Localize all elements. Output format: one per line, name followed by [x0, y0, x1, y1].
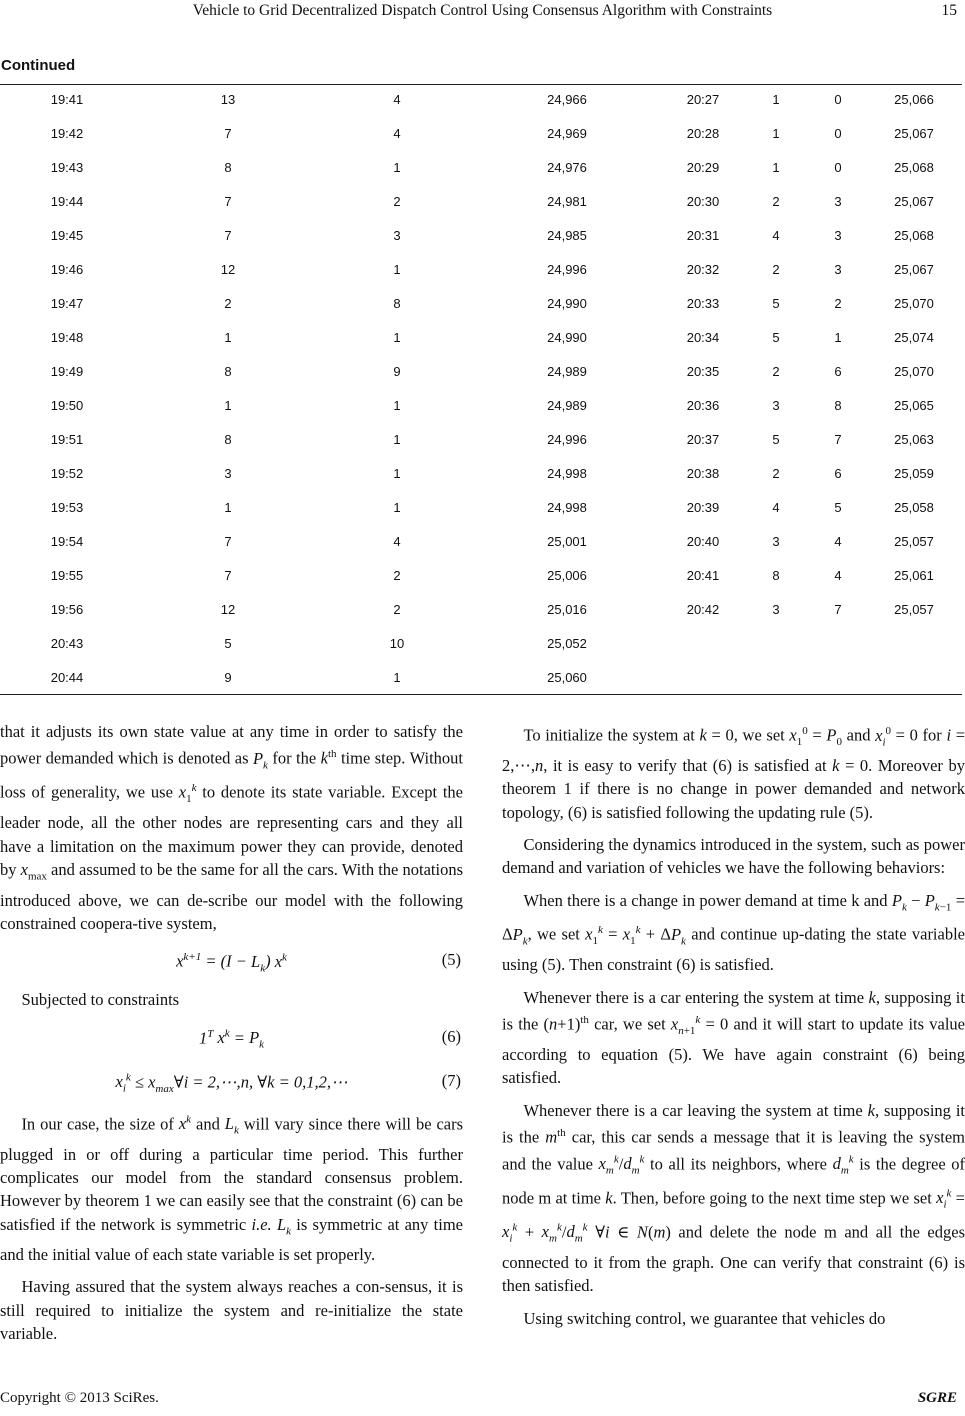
table-cell: 19:42 — [50, 126, 84, 141]
table-cell: 4 — [834, 568, 842, 583]
table-cell: 8 — [393, 296, 401, 311]
table-cell: 2 — [834, 296, 842, 311]
table-cell: 20:34 — [686, 330, 720, 345]
table-cell: 5 — [772, 296, 780, 311]
table-cell: 24,990 — [547, 330, 587, 345]
table-cell: 20:31 — [686, 228, 720, 243]
table-cell: 1 — [772, 126, 780, 141]
table-cell: 19:55 — [50, 568, 84, 583]
table-cell: 5 — [834, 500, 842, 515]
table-cell: 1 — [224, 398, 232, 413]
table-cell: 25,063 — [894, 432, 934, 447]
table-cell: 24,998 — [547, 466, 587, 481]
table-cell: 20:27 — [686, 92, 720, 107]
table-cell: 24,989 — [547, 398, 587, 413]
table-cell: 1 — [393, 500, 401, 515]
table-cell: 1 — [393, 398, 401, 413]
table-row — [0, 160, 965, 194]
table-cell: 3 — [834, 262, 842, 277]
paragraph: To initialize the system at k = 0, we set $x_1^0 = P_0$ and $x_i^0 = 0$ for i = 2,⋯,n, it is easy to verify that (6) is satisfied at k = 0. Moreover by theorem 1 if there is no change in power demanded and network topology, (6) is satisfied following the updating rule (5). — [502, 725, 965, 822]
table-cell: 1 — [772, 160, 780, 175]
table-cell: 25,001 — [547, 534, 587, 549]
table-cell: 24,969 — [547, 126, 587, 141]
table-cell: 24,981 — [547, 194, 587, 209]
table-cell: 24,998 — [547, 500, 587, 515]
table-cell: 25,070 — [894, 364, 934, 379]
table-cell: 1 — [393, 670, 401, 685]
paragraph: Whenever there is a car leaving the system at time k, supposing it is the $m^{th}$ car, this car sends a message that it is leaving the system and the value $x_m^k/d_m^k$ to all its neighbors, where $d_m^k$ is the degree of node m at time k. Then, before going to the next time step we set $x_i^k = x_i^k + x_m^k/d_m^k$ ∀i ∈ N(m) and delete the node m and all the edges connected to it from the graph. One can verify that constraint (6) is then satisfied. — [502, 1100, 965, 1296]
table-cell: 1 — [393, 432, 401, 447]
table-cell: 2 — [772, 364, 780, 379]
table-cell: 25,059 — [894, 466, 934, 481]
table-cell: 24,976 — [547, 160, 587, 175]
table-cell: 25,057 — [894, 534, 934, 549]
table-cell: 8 — [772, 568, 780, 583]
table-cell: 25,065 — [894, 398, 934, 413]
table-cell: 9 — [393, 364, 401, 379]
table-cell: 25,058 — [894, 500, 934, 515]
running-header-title: Vehicle to Grid Decentralized Dispatch Control Using Consensus Algorithm with Constraints — [192, 2, 773, 19]
table-cell: 4 — [393, 126, 401, 141]
table-caption: Continued — [1, 57, 76, 74]
table-cell: 4 — [772, 500, 780, 515]
table-cell: 1 — [393, 466, 401, 481]
table-cell: 20:30 — [686, 194, 720, 209]
paragraph: Having assured that the system always reaches a con-sensus, it is still required to initialize the system and re-initialize the state variable. — [0, 1277, 463, 1344]
table-cell: 2 — [772, 194, 780, 209]
table-cell: 1 — [393, 160, 401, 175]
equation-number: (6) — [441, 1026, 461, 1046]
table-cell: 2 — [224, 296, 232, 311]
table-cell: 24,985 — [547, 228, 587, 243]
table-cell: 25,057 — [894, 602, 934, 617]
table-cell: 12 — [220, 602, 236, 617]
table-cell: 3 — [834, 228, 842, 243]
table-cell: 20:33 — [686, 296, 720, 311]
table-cell: 24,996 — [547, 262, 587, 277]
table-cell: 20:38 — [686, 466, 720, 481]
table-row — [0, 194, 965, 228]
table-cell: 0 — [834, 160, 842, 175]
table-cell: 8 — [224, 364, 232, 379]
table-cell: 20:36 — [686, 398, 720, 413]
table-cell: 7 — [834, 602, 842, 617]
table-cell: 2 — [772, 466, 780, 481]
table-cell: 19:41 — [50, 92, 84, 107]
table-cell: 6 — [834, 466, 842, 481]
equation-number: (5) — [441, 950, 461, 970]
table-cell: 25,074 — [894, 330, 934, 345]
paragraph: When there is a change in power demand at time k and $P_k - P_{k-1} = \Delta P_k$, we set $x_1^k = x_1^k + \Delta P_k$ and continue up-dating the state variable using (5). Then constraint (6) is satisfied. — [502, 890, 965, 975]
table-cell: 6 — [834, 364, 842, 379]
page-number: 15 — [941, 2, 957, 19]
copyright-notice: Copyright © 2013 SciRes. — [0, 1390, 159, 1406]
table-cell: 19:51 — [50, 432, 84, 447]
table-cell: 20:42 — [686, 602, 720, 617]
table-cell: 25,068 — [894, 160, 934, 175]
table-cell: 25,067 — [894, 262, 934, 277]
table-row — [0, 568, 965, 602]
table-cell: 24,996 — [547, 432, 587, 447]
table-cell: 25,061 — [894, 568, 934, 583]
table-cell: 20:40 — [686, 534, 720, 549]
table-cell: 20:35 — [686, 364, 720, 379]
table-cell: 7 — [224, 228, 232, 243]
table-cell: 25,067 — [894, 126, 934, 141]
table-cell: 19:45 — [50, 228, 84, 243]
table-cell: 25,060 — [547, 670, 587, 685]
table-row — [0, 432, 965, 466]
table-cell: 5 — [772, 432, 780, 447]
left-column — [0, 720, 463, 1354]
table-cell: 10 — [389, 636, 405, 651]
table-cell: 2 — [393, 194, 401, 209]
table-cell: 0 — [834, 92, 842, 107]
table-cell: 19:49 — [50, 364, 84, 379]
table-cell: 2 — [772, 262, 780, 277]
table-cell: 12 — [220, 262, 236, 277]
paragraph: In our case, the size of $x^k$ and $L_k$ will vary since there will be cars plugged in or off during a particular time period. This further complicates our model from the standard consensus problem. However by theorem 1 we can easily see that the constraint (6) can be satisfied if the network is symmetric i.e. $L_k$ is symmetric at any time and the initial value of each state variable is set properly. — [0, 1113, 464, 1265]
table-cell: 19:52 — [50, 466, 84, 481]
table-cell: 5 — [224, 636, 232, 651]
table-row — [0, 330, 965, 364]
table-cell: 1 — [224, 500, 232, 515]
table-cell: 19:44 — [50, 194, 84, 209]
equation-number: (7) — [441, 1070, 461, 1090]
table-cell: 1 — [834, 330, 842, 345]
table-cell: 24,990 — [547, 296, 587, 311]
table-cell: 4 — [393, 92, 401, 107]
table-cell: 25,067 — [894, 194, 934, 209]
table-bottom-rule — [0, 694, 962, 695]
table-cell: 2 — [393, 602, 401, 617]
table-cell: 19:50 — [50, 398, 84, 413]
table-cell: 4 — [834, 534, 842, 549]
table-cell: 3 — [393, 228, 401, 243]
table-cell: 20:44 — [50, 670, 84, 685]
table-row — [0, 534, 965, 568]
equation-7: $x_i^k$ ≤ $x_{max}\forall i$ = 2,⋯,n, ∀k = 0,1,2,⋯ (7) — [115, 1070, 461, 1095]
table-cell: 19:43 — [50, 160, 84, 175]
table-row — [0, 364, 965, 398]
table-cell: 20:32 — [686, 262, 720, 277]
table-cell: 1 — [393, 262, 401, 277]
table-cell: 1 — [224, 330, 232, 345]
table-cell: 8 — [224, 432, 232, 447]
table-cell: 9 — [224, 670, 232, 685]
journal-name: SGRE — [917, 1390, 957, 1406]
table-cell: 5 — [772, 330, 780, 345]
table-cell: 7 — [834, 432, 842, 447]
table-cell: 19:56 — [50, 602, 84, 617]
table-cell: 3 — [834, 194, 842, 209]
table-row — [0, 126, 965, 160]
table-cell: 3 — [772, 602, 780, 617]
paragraph: Considering the dynamics introduced in the system, such as power demand and variation of vehicles we have the following behaviors: — [502, 834, 965, 878]
table-cell: 0 — [834, 126, 842, 141]
table-cell: 20:39 — [686, 500, 720, 515]
paragraph: Subjected to constraints — [21, 990, 180, 1010]
table-row — [0, 500, 965, 534]
table-cell: 20:41 — [686, 568, 720, 583]
equation-6: $1^T$ $x^k = P_k$ (6) — [198, 1026, 461, 1051]
table-cell: 19:46 — [50, 262, 84, 277]
table-cell: 4 — [393, 534, 401, 549]
table-cell: 20:37 — [686, 432, 720, 447]
table-row — [0, 228, 965, 262]
right-column — [502, 720, 965, 1339]
table-cell: 25,066 — [894, 92, 934, 107]
table-cell: 2 — [393, 568, 401, 583]
table-cell: 20:29 — [686, 160, 720, 175]
table-cell: 3 — [772, 534, 780, 549]
table-cell: 19:48 — [50, 330, 84, 345]
table-cell: 25,070 — [894, 296, 934, 311]
table-cell: 25,016 — [547, 602, 587, 617]
table-cell: 8 — [224, 160, 232, 175]
paragraph: that it adjusts its own state value at any time in order to satisfy the power demanded which is denoted as $P_k$ for the $k^{th}$ time step. Without loss of generality, we use $x_1^k$ to denote its state variable. Except the leader node, all the other nodes are representing cars and they all have a limitation on the maximum power they can provide, denoted by $x_{max}$ and assumed to be the same for all the cars. With the notations introduced above, we can de-scribe our model with the following constrained coopera-tive system, — [0, 722, 463, 933]
table-cell: 3 — [772, 398, 780, 413]
table-cell: 24,966 — [547, 92, 587, 107]
table-top-rule — [0, 84, 962, 85]
table-cell: 19:53 — [50, 500, 84, 515]
table-cell: 8 — [834, 398, 842, 413]
table-cell: 25,006 — [547, 568, 587, 583]
table-cell: 24,989 — [547, 364, 587, 379]
table-cell: 19:54 — [50, 534, 84, 549]
table-cell: 7 — [224, 126, 232, 141]
table-row — [0, 92, 965, 126]
table-cell: 25,068 — [894, 228, 934, 243]
table-cell: 1 — [772, 92, 780, 107]
table-cell: 4 — [772, 228, 780, 243]
table-cell: 3 — [224, 466, 232, 481]
table-cell: 7 — [224, 568, 232, 583]
table-cell: 20:43 — [50, 636, 84, 651]
table-cell: 19:47 — [50, 296, 84, 311]
table-cell: 7 — [224, 534, 232, 549]
table-row — [0, 296, 965, 330]
table-cell: 7 — [224, 194, 232, 209]
table-row — [0, 602, 965, 636]
equation-5: $x^{k+1} = (I - L_k)$ $x^k$ (5) — [176, 950, 461, 975]
table-row — [0, 670, 965, 704]
table-cell: 1 — [393, 330, 401, 345]
table-row — [0, 398, 965, 432]
table-cell: 25,052 — [547, 636, 587, 651]
table-row — [0, 466, 965, 500]
paragraph: Using switching control, we guarantee that vehicles do — [523, 1308, 886, 1328]
table-cell: 20:28 — [686, 126, 720, 141]
table-row — [0, 636, 965, 670]
table-cell: 13 — [220, 92, 236, 107]
paragraph: Whenever there is a car entering the system at time k, supposing it is the $(n+1)^{th}$ car, we set $x_{n+1}^k = 0$ and it will start to update its value according to equation (5). We have again constraint (6) being satisfied. — [502, 987, 965, 1088]
table-row — [0, 262, 965, 296]
